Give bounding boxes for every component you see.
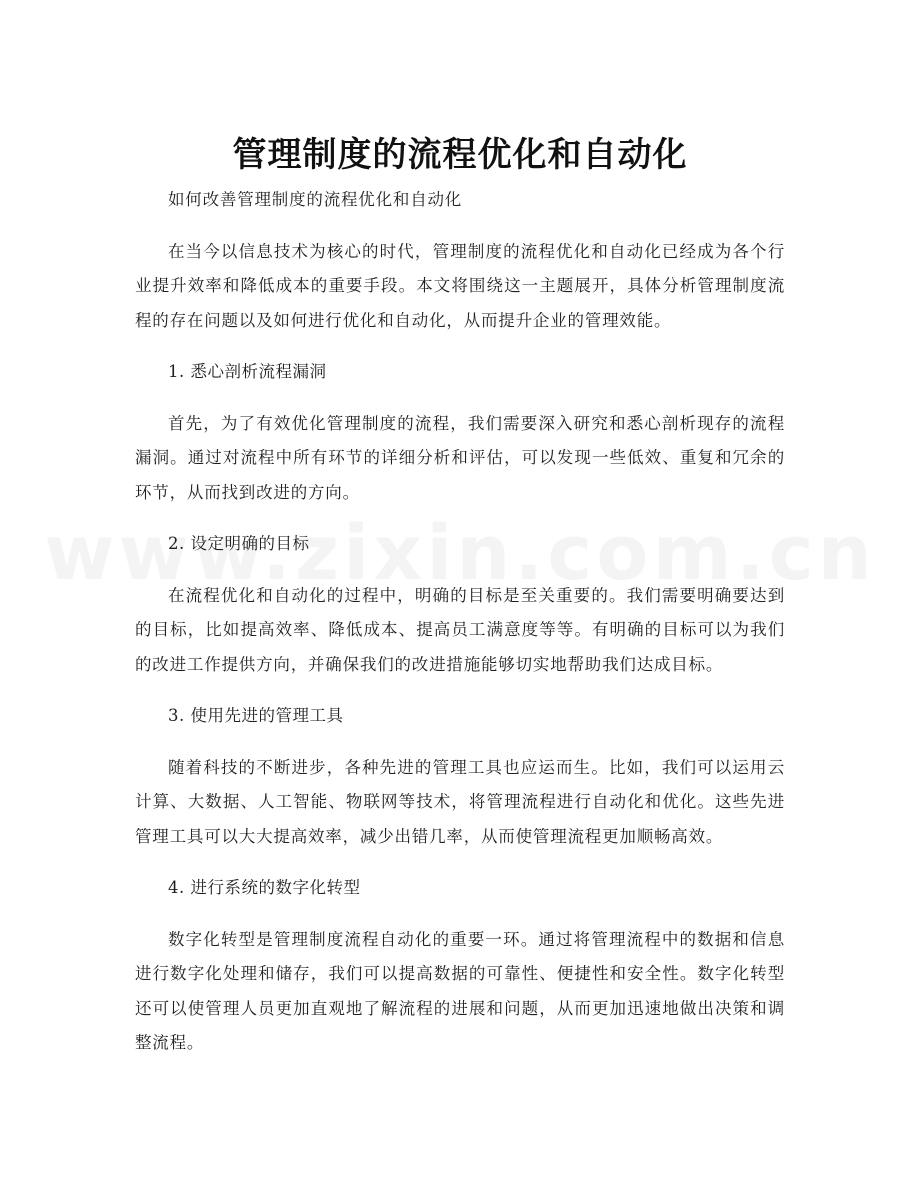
- document-subtitle: 如何改善管理制度的流程优化和自动化: [168, 190, 463, 209]
- section-body-3: 随着科技的不断进步，各种先进的管理工具也应运而生。比如，我们可以运用云计算、大数据、人工智能、物联网等技术，将管理流程进行自动化和优化。这些先进管理工具可以大大提高效率，减少出错几率，从而使管理流程更加顺畅高效。: [135, 757, 785, 846]
- section-body-1: 首先，为了有效优化管理制度的流程，我们需要深入研究和悉心剖析现存的流程漏洞。通过对流程中所有环节的详细分析和评估，可以发现一些低效、重复和冗余的环节，从而找到改进的方向。: [135, 413, 785, 502]
- page-title: 管理制度的流程优化和自动化: [232, 134, 688, 175]
- section-body-2: 在流程优化和自动化的过程中，明确的目标是至关重要的。我们需要明确要达到的目标，比如提高效率、降低成本、提高员工满意度等等。有明确的目标可以为我们的改进工作提供方向，并确保我们的改进措施能够切实地帮助我们达成目标。: [135, 585, 785, 674]
- section-heading-4: 4. 进行系统的数字化转型: [168, 878, 361, 897]
- section-heading-2: 2. 设定明确的目标: [168, 534, 310, 553]
- section-heading-3: 3. 使用先进的管理工具: [168, 706, 344, 725]
- section-body-4: 数字化转型是管理制度流程自动化的重要一环。通过将管理流程中的数据和信息进行数字化处理和储存，我们可以提高数据的可靠性、便捷性和安全性。数字化转型还可以使管理人员更加直观地了解流程的进展和问题，从而更加迅速地做出决策和调整流程。: [135, 929, 785, 1052]
- section-heading-1: 1. 悉心剖析流程漏洞: [168, 362, 327, 381]
- intro-paragraph: 在当今以信息技术为核心的时代，管理制度的流程优化和自动化已经成为各个行业提升效率和降低成本的重要手段。本文将围绕这一主题展开，具体分析管理制度流程的存在问题以及如何进行优化和自动化，从而提升企业的管理效能。: [135, 241, 785, 330]
- document-body: [135, 183, 785, 1061]
